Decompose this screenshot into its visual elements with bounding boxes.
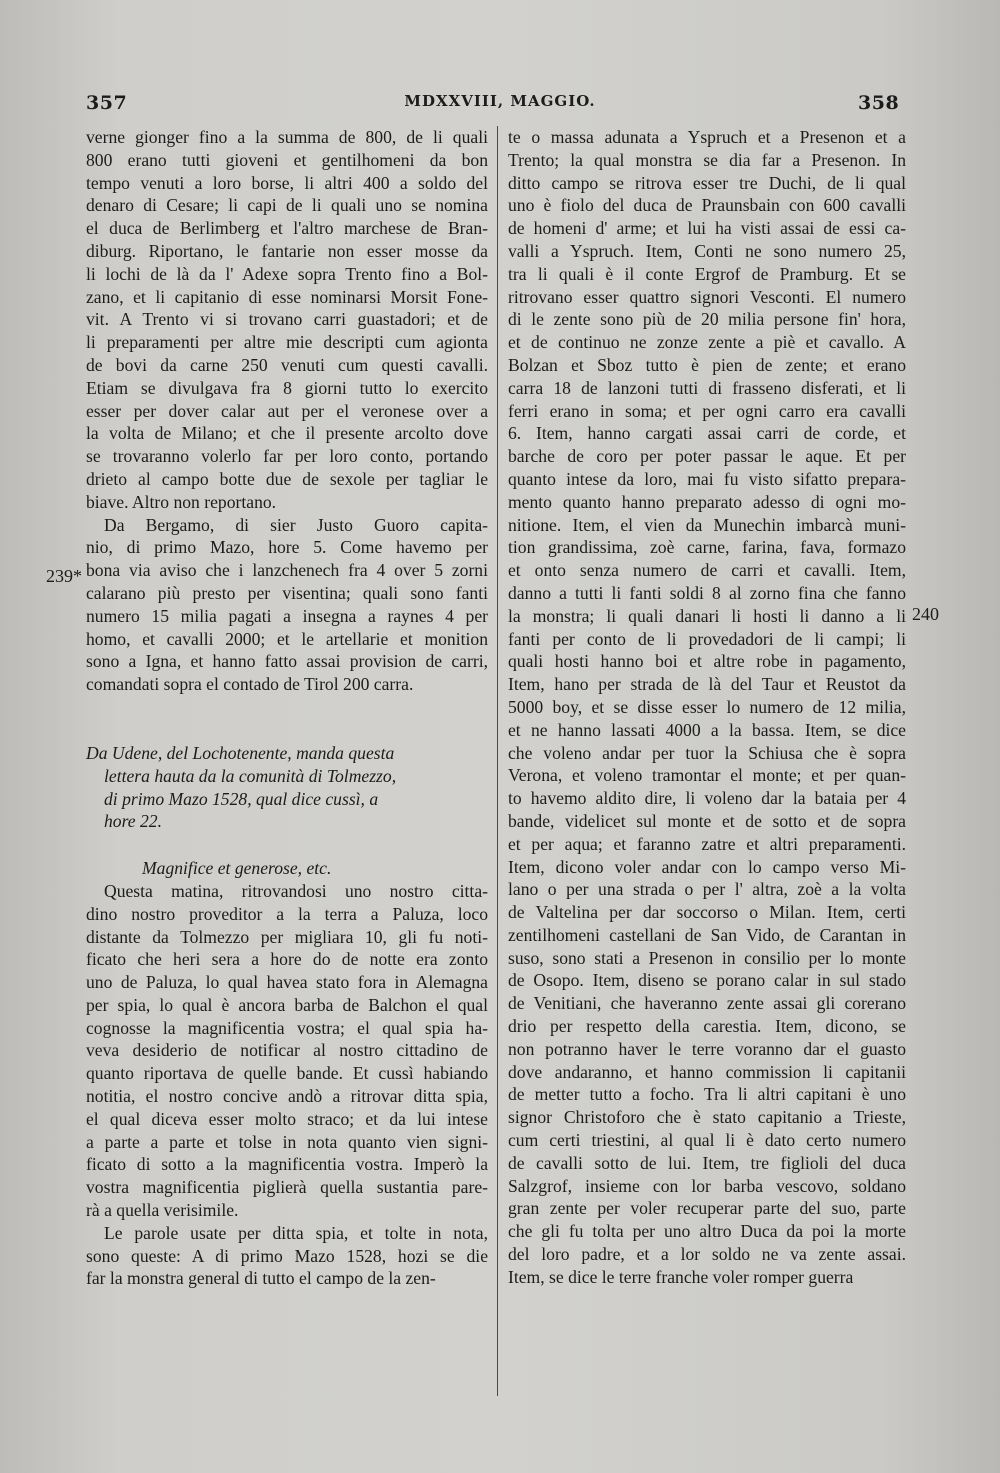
text-line: fanti per conto de li provedadori de li campi; li <box>508 628 906 649</box>
text-line: drio per respetto della carestia. Item, dicono, se <box>508 1016 906 1037</box>
text-line: el qual diceva esser molto straco; et da lui intese <box>86 1108 488 1129</box>
text-line: cum certi triestini, al qual li è dato certo numero <box>508 1130 906 1151</box>
text-line: rà a quella verisimile. <box>86 1200 239 1221</box>
salutation: Magnifice et generose, etc. <box>142 858 332 879</box>
text-line: zano, et li capitanio di esse nominarsi Morsit Fone- <box>86 286 488 307</box>
paragraph-letter-2 <box>86 1222 488 1290</box>
text-line: gran zente per voler recuperar parte del suo, parte <box>508 1198 906 1219</box>
text-line: verne gionger fino a la summa de 800, de li quali <box>86 127 488 147</box>
text-line: et ne hanno lassati 4000 a la bassa. Item, se dice <box>508 719 906 740</box>
running-title: MDXXVIII, MAGGIO. <box>404 92 596 110</box>
text-line: lettera hauta da la comunità di Tolmezzo, <box>104 765 397 786</box>
text-line: sono a Igna, et hanno fatto assai provision de carri, <box>86 651 488 672</box>
text-line: a parte a parte et tolse in nota quanto vien signi- <box>86 1131 488 1152</box>
text-line: Da Udene, del Lochotenente, manda questa <box>86 742 395 763</box>
paragraph-continuation <box>508 126 906 1289</box>
text-line: esser per dover calar aut per el veronese over a <box>86 400 488 421</box>
text-line: de bovi da carne 250 venuti cum questi cavalli. <box>86 354 488 375</box>
text-line: comandati sopra el contado de Tirol 200 carra. <box>86 674 414 695</box>
text-line: Item, dicono voler andar con lo campo verso Mi- <box>508 856 906 877</box>
text-line: Item, hano per strada de là del Taur et Reustot da <box>508 674 906 695</box>
text-line: lano o per una strada o per l' altra, zoè a la volta <box>508 879 906 900</box>
text-line: ficato che heri sera a hore do de notte era zonto <box>86 949 488 970</box>
text-line: de homeni d' arme; et lui ha visti assai de essi ca- <box>508 218 906 239</box>
right-column <box>508 126 906 1456</box>
text-line: li preparamenti per altre mie descripti cum agionta <box>86 332 488 353</box>
text-line: notitia, el nostro concive andò a ritrovar ditta spia, <box>86 1086 488 1107</box>
text-line: la monstra; li quali danari li hosti li danno a li <box>508 605 906 626</box>
text-line: distante da Tolmezzo per migliara 10, gli fu noti- <box>86 926 488 947</box>
text-line: nitione. Item, el vien da Munechin imbarcà muni- <box>508 514 906 535</box>
text-line: 6. Item, hanno cargati assai carri de corde, et <box>508 423 906 444</box>
text-line: denaro di Cesare; li capi de li quali uno se nomina <box>86 195 488 216</box>
text-line: drieto al campo botte due de sexole per tagliar le <box>86 468 488 489</box>
text-line: quanto intese da loro, mai fu visto sifatto prepara- <box>508 468 906 489</box>
text-line: et per aqua; et faranno zatre et altri preparamenti. <box>508 833 906 854</box>
text-line: 800 erano tutti gioveni et gentilhomeni da bon <box>86 149 488 170</box>
text-line: Verona, et voleno tramontar el monte; et per quan- <box>508 765 906 786</box>
text-line: et onto senza numero de carri et cavalli. Item, <box>508 560 906 581</box>
column-rule <box>497 126 498 1396</box>
paragraph-report <box>86 126 488 514</box>
text-line: Item, se dice le terre franche voler romper guerra <box>508 1266 854 1287</box>
text-line: de Osopo. Item, diseno se porano calar in sul stado <box>508 970 906 991</box>
text-line: ferri erano in soma; et per ogni carro era cavalli <box>508 400 906 421</box>
text-line: ficato di sotto a la magnificentia vostra. Imperò la <box>86 1154 488 1175</box>
text-line: el duca de Berlimberg et l'altro marchese de Bran- <box>86 218 488 239</box>
text-line: ritrovano esser quattro signori Vesconti. El numero <box>508 286 906 307</box>
text-line: bona via aviso che i lanzchenech fra 4 over 5 zorni <box>86 560 488 581</box>
text-line: la volta de Milano; et che il presente arcolto dove <box>86 423 488 444</box>
text-line: de metter tutto a focho. Tra li altri capitani è uno <box>508 1084 906 1105</box>
text-line: de Venitiani, che haveranno zente assai gli corerano <box>508 993 906 1014</box>
text-line: calarano più presto per visentina; quali sono fanti <box>86 582 488 603</box>
text-line: danno a tutti li fanti soldi 8 al zorno fina che fanno <box>508 582 906 603</box>
udene-heading <box>86 742 488 833</box>
text-line: uno è fiolo del duca de Praunsbain con 600 cavalli <box>508 195 906 216</box>
text-line: de cavalli sotto de lui. Item, tre figlioli del duca <box>508 1152 906 1173</box>
text-line: 5000 boy, et se disse esser lo numero de 12 milia, <box>508 696 906 717</box>
text-line: non potranno haver le terre voranno dar el guasto <box>508 1038 906 1059</box>
paragraph-letter <box>86 880 488 1222</box>
text-line: numero 15 milia pagati a insegna a raynes 4 per <box>86 605 488 626</box>
text-line: tra li quali è il conte Ergrof de Pramburg. Et se <box>508 263 906 284</box>
text-line: te o massa adunata a Yspruch et a Presenon et a <box>508 127 906 147</box>
page-number-right: 358 <box>858 92 900 114</box>
margin-note-right: 240 <box>912 604 939 624</box>
text-line: de Valtelina per dar soccorso o Milan. Item, certi <box>508 902 906 923</box>
text-line: et de continuo ne zonze zente a piè et cavallo. A <box>508 332 906 353</box>
text-line: che voleno andar per tuor la Schiusa che è sopra <box>508 742 906 763</box>
left-column <box>86 126 488 1456</box>
text-line: vit. A Trento vi si trovano carri guastadori; et de <box>86 309 488 330</box>
text-line: quanto riportava de quelle bande. Et cussì habiando <box>86 1063 488 1084</box>
text-line: vostra magnificentia piglierà quella sustantia pare- <box>86 1177 488 1198</box>
text-line: nio, di primo Mazo, hore 5. Come havemo per <box>86 537 488 558</box>
text-line: bande, videlicet sul monte et de sotto et de sopra <box>508 810 906 831</box>
text-line: dove andaranno, et hanno commission li capitanii <box>508 1061 906 1082</box>
text-line: veva desiderio de notificar al nostro cittadino de <box>86 1040 488 1061</box>
text-line: dino nostro proveditor a la terra a Paluza, loco <box>86 903 488 924</box>
text-line: Questa matina, ritrovandosi uno nostro citta- <box>104 880 488 901</box>
margin-note-left: 239* <box>46 566 82 586</box>
text-line: diburg. Riportano, le fantarie non esser mosse da <box>86 240 488 261</box>
text-line: del loro padre, et a lor soldo ne va zente assai. <box>508 1244 906 1265</box>
text-line: valli a Yspruch. Item, Conti ne sono numero 25, <box>508 240 906 261</box>
text-line: far la monstra general di tutto el campo de la zen- <box>86 1268 436 1289</box>
text-line: di primo Mazo 1528, qual dice cussì, a <box>104 788 379 809</box>
text-line: sono queste: A di primo Mazo 1528, hozi se die <box>86 1245 488 1266</box>
text-line: biave. Altro non reportano. <box>86 491 277 512</box>
text-line: se trovaranno volerlo far per loro conto, portando <box>86 446 488 467</box>
text-line: Trento; la qual monstra se dia far a Presenon. In <box>508 149 906 170</box>
text-line: Salzgrof, insieme con lor barba vescovo, soldano <box>508 1175 906 1196</box>
text-line: quali hosti hanno boi et altre robe in pagamento, <box>508 651 906 672</box>
text-line: Etiam se divulgava fra 8 giorni tutto lo exercito <box>86 377 488 398</box>
text-line: barche de coro per poter passar le aque. Et per <box>508 446 906 467</box>
text-line: cognosse la magnificentia vostra; el qual spia ha- <box>86 1017 488 1038</box>
text-line: suso, sono stati a Presenon in consilio per lo monte <box>508 947 906 968</box>
text-line: che gli fu tolta per uno altro Duca da poi la morte <box>508 1221 906 1242</box>
text-line: to havemo aldito dire, li voleno dar la bataia per 4 <box>508 788 906 809</box>
text-line: mento quanto hanno preparato adesso di ogni mo- <box>508 491 906 512</box>
text-line: li lochi de là da l' Adexe sopra Trento fino a Bol- <box>86 263 488 284</box>
paragraph-bergamo <box>86 514 488 696</box>
text-line: carra 18 de lanzoni tutti di frasseno disferati, et li <box>508 377 906 398</box>
text-line: uno de Paluza, lo qual havea stato fora in Alemagna <box>86 972 488 993</box>
text-line: Da Bergamo, di sier Justo Guoro capita- <box>104 514 488 535</box>
text-line: homo, et cavalli 2000; et le artellarie et monition <box>86 628 488 649</box>
text-line: tempo venuti a loro borse, li altri 400 a soldo del <box>86 172 488 193</box>
text-line: hore 22. <box>104 811 162 832</box>
text-line: signor Christoforo che è stato capitanio a Trieste, <box>508 1107 906 1128</box>
text-line: zentilhomeni castellani de San Vido, de Carantan in <box>508 924 906 945</box>
text-line: di le zente sono più de 20 milia persone fin' hora, <box>508 309 906 330</box>
text-line: per spia, lo qual è ancora barba de Balchon el qual <box>86 994 488 1015</box>
text-line: ditto campo se ritrova esser tre Duchi, de li qual <box>508 172 906 193</box>
text-line: Le parole usate per ditta spia, et tolte in nota, <box>104 1222 488 1243</box>
text-line: Bolzan et Sboz tutto è pien de zente; et erano <box>508 354 906 375</box>
text-line: tion grandissima, zoè carne, farina, fava, formazo <box>508 537 906 558</box>
page-number-left: 357 <box>86 92 128 114</box>
